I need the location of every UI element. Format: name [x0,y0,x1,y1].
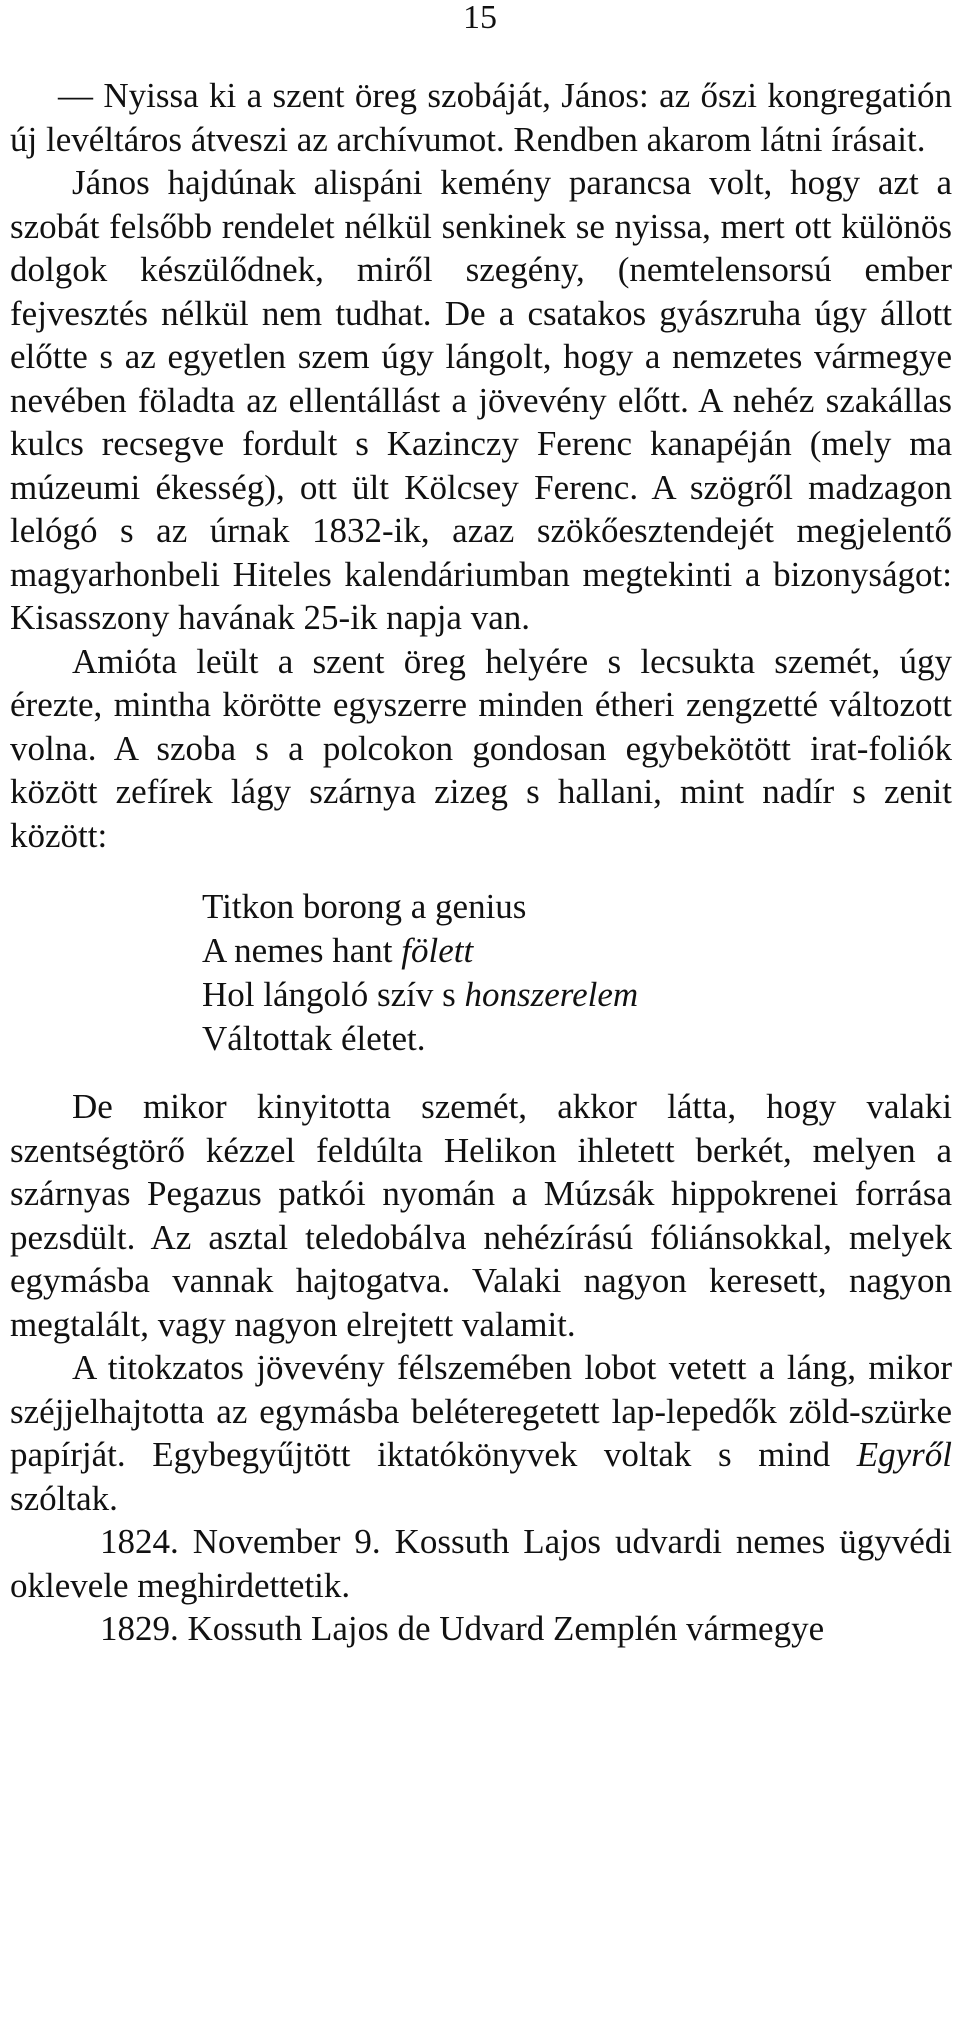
paragraph-titokzatos-text: A titokzatos jövevény félszemében lobot vetett a láng, mikor széjjelhajtotta az egymásba beléteregetett lap-lepedők zöld-szürke papírját. Egybegyűjtött iktatókönyvek voltak s mind [10,1348,952,1474]
poem-line-2-text: A nemes hant [202,931,402,970]
poem-line-2 [202,929,952,973]
paragraph-de-mikor: De mikor kinyitotta szemét, akkor látta, hogy valaki szentségtörő kézzel feldúlta Helikon ihletett berkét, melyen a szárnyas Pegazus patkói nyomán a Múzsák hippokrenei forrása pezsdült. Az asztal teledobálva nehézírású fóliánsokkal, melyek egymásba vannak hajtogatva. Valaki nagyon keresett, nagyon megtalált, vagy nagyon elrejtett valamit. [10,1087,952,1344]
paragraph-titokzatos-italic: Egyről [856,1435,952,1474]
page-number: 15 [463,0,497,36]
paragraph-dialogue: — Nyissa ki a szent öreg szobáját, János: az őszi kongregatión új levéltáros átveszi az archívumot. Rendben akarom látni írásait. [10,76,952,159]
register-entry-1829: 1829. Kossuth Lajos de Udvard Zemplén vármegye [100,1609,825,1648]
poem-line-2-italic: fölett [401,931,474,970]
paragraph-titokzatos-end: szóltak. [10,1478,118,1518]
poem-line-4: Váltottak életet. [202,1019,426,1058]
poem-quote [202,885,952,1061]
register-entry-1824: 1824. November 9. Kossuth Lajos udvardi nemes ügyvédi oklevele meghirdettetik. [10,1522,952,1605]
poem-line-1: Titkon borong a genius [202,887,527,926]
paragraph-titokzatos [10,1346,952,1520]
paragraph-janos: János hajdúnak alispáni kemény parancsa volt, hogy azt a szobát felsőbb rendelet nélkül senkinek se nyissa, mert ott különös dolgok készülődnek, miről szegény, (nemtelensorsú ember fejvesztés nélkül nem tudhat. De a csatakos gyászruha úgy állott előtte s az egyetlen szem úgy lángolt, hogy a nemzetes vármegye nevében föladta az ellentállást a jövevény előtt. A nehéz szakállas kulcs recsegve fordult s Kazinczy Ferenc kanapéján (mely ma múzeumi ékesség), ott ült Kölcsey Ferenc. A szögről madzagon lelógó s az úrnak 1832-ik, azaz szökőesztendejét megjelentő magyarhonbeli Hiteles kalendáriumban megtekinti a bizonyságot: Kisasszony havának 25-ik napja van. [10,163,952,637]
paragraph-amiota: Amióta leült a szent öreg helyére s lecsukta szemét, úgy érezte, mintha körötte egyszerre minden étheri zengzetté változott volna. A szoba s a polcokon gondosan egybekötött irat-foliók között zefírek lágy szárnya zizeg s hallani, mint nadír s zenit között: [10,641,952,855]
text-block [10,74,952,1651]
poem-line-3 [202,973,952,1017]
poem-line-3-text: Hol lángoló szív s [202,975,465,1014]
poem-line-3-italic: honszerelem [464,975,639,1014]
